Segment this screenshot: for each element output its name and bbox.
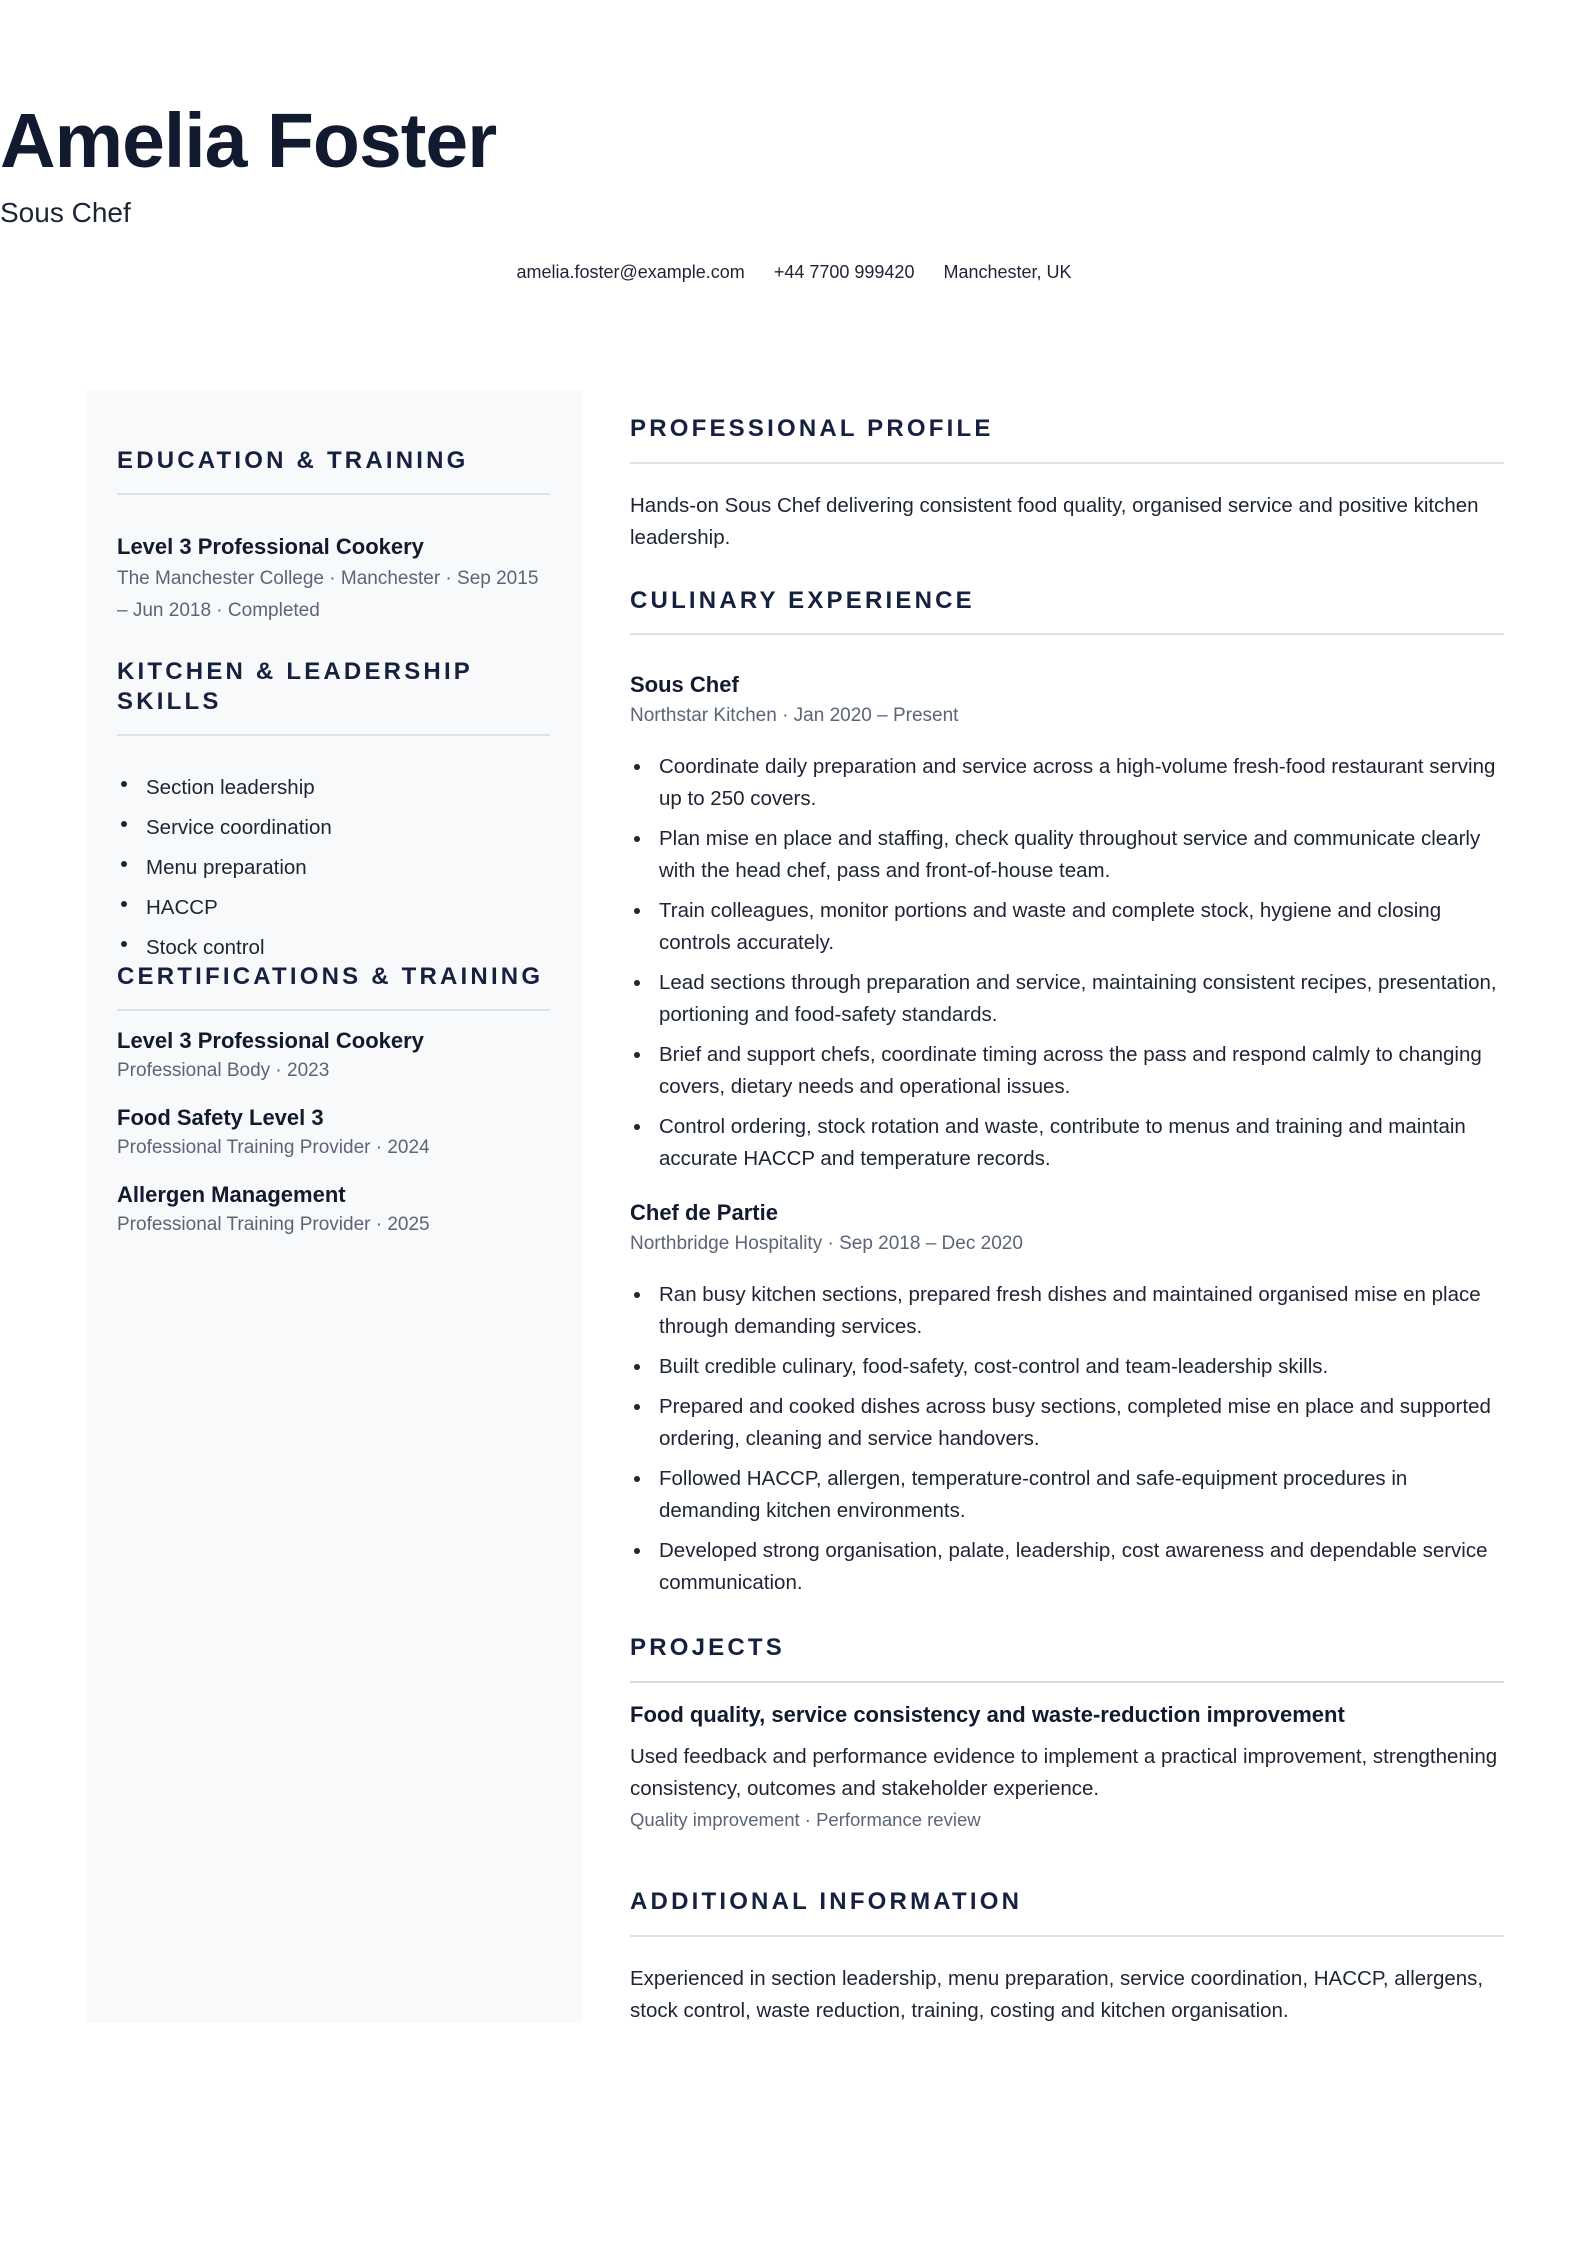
certifications-rule xyxy=(117,1009,550,1011)
certifications-title: CERTIFICATIONS & TRAINING xyxy=(117,963,544,990)
list-item: Followed HACCP, allergen, temperature-control and safe-equipment procedures in demanding kitchen environments. xyxy=(630,1463,1504,1527)
main-column xyxy=(630,414,1504,2027)
experience-title: CULINARY EXPERIENCE xyxy=(630,587,975,614)
experience-rule xyxy=(630,633,1504,635)
list-item: HACCP xyxy=(117,888,550,928)
list-item: Prepared and cooked dishes across busy sections, completed mise en place and supported ordering, cleaning and service handovers. xyxy=(630,1391,1504,1455)
job-bullets xyxy=(630,1279,1504,1599)
cert-item xyxy=(117,1181,550,1241)
additional-section xyxy=(630,1887,1504,2027)
cert-item-title: Allergen Management xyxy=(117,1182,346,1207)
candidate-name: Amelia Foster xyxy=(0,98,497,184)
contact-location: Manchester, UK xyxy=(943,262,1072,282)
list-item: Service coordination xyxy=(117,808,550,848)
job-title: Sous Chef xyxy=(630,672,739,697)
profile-section xyxy=(630,414,1504,554)
job-bullets xyxy=(630,751,1504,1175)
cert-item-meta: Professional Training Provider · 2025 xyxy=(117,1214,430,1235)
projects-rule xyxy=(630,1681,1504,1683)
project-item xyxy=(630,1701,1504,1835)
education-rule xyxy=(117,493,550,495)
certifications-section xyxy=(117,962,550,1241)
list-item: Built credible culinary, food-safety, cost-control and team-leadership skills. xyxy=(630,1351,1504,1383)
additional-title: ADDITIONAL INFORMATION xyxy=(630,1888,1023,1915)
cert-item xyxy=(117,1104,550,1164)
education-section xyxy=(117,446,550,627)
job-title: Chef de Partie xyxy=(630,1200,778,1225)
projects-title: PROJECTS xyxy=(630,1634,785,1661)
list-item: Brief and support chefs, coordinate timing across the pass and respond calmly to changing covers, dietary needs and operational issues. xyxy=(630,1039,1504,1103)
list-item: Lead sections through preparation and service, maintaining consistent recipes, presentation, portioning and food-safety standards. xyxy=(630,967,1504,1031)
cert-item-title: Food Safety Level 3 xyxy=(117,1105,324,1130)
project-title: Food quality, service consistency and waste-reduction improvement xyxy=(630,1702,1345,1727)
sidebar xyxy=(86,390,582,2023)
project-tags: Quality improvement · Performance review xyxy=(630,1809,981,1830)
list-item: Plan mise en place and staffing, check quality throughout service and communicate clearly with the head chef, pass and front-of-house team. xyxy=(630,823,1504,887)
job-entry xyxy=(630,1199,1504,1599)
education-item xyxy=(117,533,550,627)
list-item: Coordinate daily preparation and service across a high-volume fresh-food restaurant serving up to 250 covers. xyxy=(630,751,1504,815)
additional-rule xyxy=(630,1935,1504,1937)
list-item: Developed strong organisation, palate, leadership, cost awareness and dependable service communication. xyxy=(630,1535,1504,1599)
list-item: Section leadership xyxy=(117,768,550,808)
list-item: Train colleagues, monitor portions and waste and complete stock, hygiene and closing controls accurately. xyxy=(630,895,1504,959)
projects-section xyxy=(630,1633,1504,1835)
job-meta: Northstar Kitchen · Jan 2020 – Present xyxy=(630,705,959,726)
education-item-meta: The Manchester College · Manchester · Sep 2015 – Jun 2018 · Completed xyxy=(117,568,539,621)
skills-list xyxy=(117,768,550,968)
candidate-role: Sous Chef xyxy=(0,197,131,228)
profile-title: PROFESSIONAL PROFILE xyxy=(630,415,994,442)
contact-line xyxy=(0,260,1588,284)
additional-text: Experienced in section leadership, menu preparation, service coordination, HACCP, allergens, stock control, waste reduction, training, costing and kitchen organisation. xyxy=(630,1967,1484,2022)
project-text: Used feedback and performance evidence to implement a practical improvement, strengthening consistency, outcomes and stakeholder experience. xyxy=(630,1745,1498,1800)
list-item: Ran busy kitchen sections, prepared fresh dishes and maintained organised mise en place through demanding services. xyxy=(630,1279,1504,1343)
experience-section xyxy=(630,586,1504,1599)
contact-phone[interactable]: +44 7700 999420 xyxy=(773,262,915,282)
job-entry xyxy=(630,671,1504,1175)
list-item: Control ordering, stock rotation and waste, contribute to menus and training and maintain accurate HACCP and temperature records. xyxy=(630,1111,1504,1175)
skills-rule xyxy=(117,734,550,736)
contact-email[interactable]: amelia.foster@example.com xyxy=(516,262,745,282)
profile-text: Hands-on Sous Chef delivering consistent food quality, organised service and positive kitchen leadership. xyxy=(630,494,1479,549)
cert-item-title: Level 3 Professional Cookery xyxy=(117,1028,424,1053)
education-item-title: Level 3 Professional Cookery xyxy=(117,534,424,559)
profile-rule xyxy=(630,462,1504,464)
education-title: EDUCATION & TRAINING xyxy=(117,447,469,474)
list-item: Stock control xyxy=(117,928,550,968)
skills-section xyxy=(117,657,550,968)
skills-title: KITCHEN & LEADERSHIP SKILLS xyxy=(117,658,473,715)
cert-item-meta: Professional Body · 2023 xyxy=(117,1060,330,1081)
job-meta: Northbridge Hospitality · Sep 2018 – Dec 2020 xyxy=(630,1233,1023,1254)
cert-item xyxy=(117,1027,550,1087)
cert-item-meta: Professional Training Provider · 2024 xyxy=(117,1137,430,1158)
list-item: Menu preparation xyxy=(117,848,550,888)
